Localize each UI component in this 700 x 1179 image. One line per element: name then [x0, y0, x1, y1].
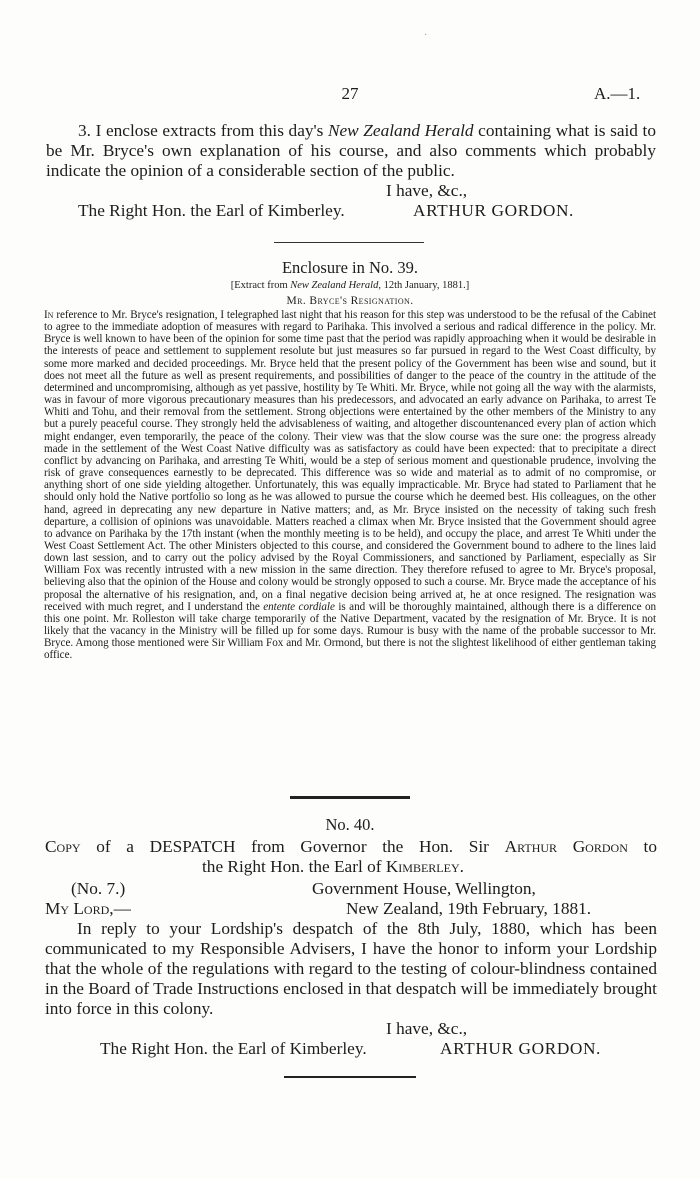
intro-closing: I have, &c.,	[386, 181, 468, 200]
report-reference: A.—1.	[594, 84, 641, 103]
page-number: 27	[341, 84, 359, 103]
scan-speck: ·	[424, 30, 428, 41]
despatch-salutation: My Lord,—	[45, 899, 131, 918]
despatch-closing: I have, &c.,	[386, 1019, 468, 1038]
despatch-heading-line1: Copy of a DESPATCH from Governor the Hon. Sir Arthur Gordon to	[45, 837, 657, 856]
despatch-address-line2: New Zealand, 19th February, 1881.	[346, 899, 592, 918]
intro-signature: ARTHUR GORDON.	[413, 201, 574, 220]
intro-paragraph: 3. I enclose extracts from this day's New Zealand Herald containing what is said to be Mr. Bryce's own explanation of his course, and also comments which probably indicate the opinion of a considerable section of the public.	[46, 121, 656, 180]
enclosure-body: In reference to Mr. Bryce's resignation, I telegraphed last night that his reason for this step was understood to be the refusal of the Cabinet to agree to the immediate adoption of measures with regard to Parihaka. This involved a serious and radical difference in the policy. Mr. Bryce is well known to have been of the opinion for some time past that the period was rapidly approaching when it would be desirable in the interests of peace and settlement to supplement resolute but just measures so far pursued in regard to the West Coast difficulty, by some more marked and decided proceedings. Mr. Bryce held that the present policy of the Government has been wise and sound, but it does not meet all the future as well as present requirements, and possibilities of danger to the peace of the country in the attitude of the determined and uncompromising, although as yet passive, hostility by Te Whiti. Mr. Bryce, while not going all the way with the alarmists, was in favour of more vigorous precautionary measures than his predecessors, and advocated an early advance on Parihaka, to arrest Te Whiti and Tohu, and their removal from the settlement. Strong objections were entertained by the other members of the Ministry to any but a purely peaceful course. They strongly held the advisableness of waiting, and altogether discountenanced every plan of action which might endanger, even temporarily, the peace of the colony. Their view was that the slow course was the sure one: the progress already made in the settlement of the West Coast Native difficulty was as satisfactory as could have been expected: that to precipitate a direct conflict by advancing on Parihaka, and arresting Te Whiti, would be a step of serious moment and questionable prudence, involving the risk of grave consequences earnestly to be deprecated. This difference was so wide and material as to admit of no compromise, or anything short of one side yielding altogether. Unfortunately, this was equally impracticable. Mr. Bryce had stated to Parliament that he should only hold the Native portfolio so long as he was allowed to pursue the course which he deemed best. His colleagues, on the other hand, agreed in deprecating any new departure in Native matters; and, as Mr. Bryce insisted on the necessity of taking such fresh departure, a collision of opinions was unavoidable. Matters reached a climax when Mr. Bryce insisted that the Government should agree to advance on Parihaka by the 17th instant (when the monthly meeting is to be held), and occupy the place, and arrest Te Whiti under the West Coast Settlement Act. The other Ministers objected to this course, and considered the Government bound to adhere to the lines laid down last session, and to carry out the policy advised by the Royal Commissioners, and sanctioned by Parliament, especially as Sir William Fox was recently intrusted with a new mission in the same direction. They therefore refused to agree to Mr. Bryce's proposal, believing also that the opinion of the House and colony would be strongly opposed to such a course. Mr. Bryce made the acceptance of his proposal the alternative of his resignation, and, on a final negative decision being arrived at, he at once resigned. The resignation was received with much regret, and I understand the entente cordiale is and will be thoroughly maintained, although there is a difference on this one point. Mr. Rolleston will take charge temporarily of the Native Department, vacated by the resignation of Mr. Bryce. It is not likely that the vacancy in the Ministry will be filled up for some days. Rumour is busy with the name of the probable successor to Mr. Bryce. Among those mentioned were Sir William Fox and Mr. Ormond, but there is not the slightest likelihood of either gentleman taking office.	[44, 309, 656, 662]
despatch-address-line1: Government House, Wellington,	[312, 879, 536, 898]
extract-source: [Extract from New Zealand Herald, 12th January, 1881.]	[230, 280, 470, 291]
enclosure-title: Enclosure in No. 39.	[281, 258, 419, 277]
section-divider-thick	[290, 796, 410, 799]
end-divider	[284, 1076, 416, 1078]
despatch-signature: ARTHUR GORDON.	[440, 1039, 601, 1058]
despatch-body: In reply to your Lordship's despatch of the 8th July, 1880, which has been communicated to my Responsible Advisers, I have the honor to inform your Lordship that the whole of the regulations with regard to the testing of colour-blindness contained in the Board of Trade Instructions enclosed in that despatch will be immediately brought into force in this colony.	[45, 919, 657, 1018]
enclosure-subtitle: Mr. Bryce's Resignation.	[286, 295, 414, 307]
despatch-ref-number: (No. 7.)	[71, 879, 126, 898]
despatch-heading-line2: the Right Hon. the Earl of Kimberley.	[202, 857, 464, 876]
intro-addressee: The Right Hon. the Earl of Kimberley.	[78, 201, 345, 220]
despatch-number: No. 40.	[325, 815, 375, 834]
section-divider	[274, 242, 424, 243]
despatch-addressee: The Right Hon. the Earl of Kimberley.	[100, 1039, 367, 1058]
